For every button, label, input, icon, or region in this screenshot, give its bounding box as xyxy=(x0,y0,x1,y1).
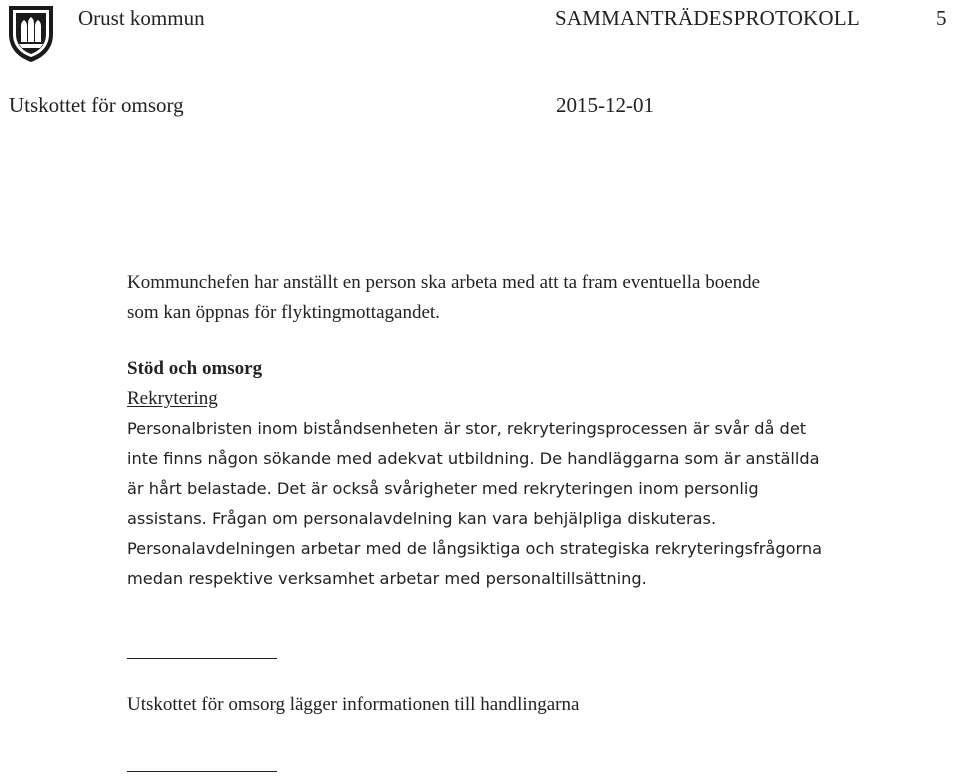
municipality-name: Orust kommun xyxy=(78,6,205,30)
protocol-content xyxy=(127,268,952,594)
body-paragraph xyxy=(127,414,952,594)
coat-of-arms-icon xyxy=(6,4,56,64)
intro-paragraph xyxy=(127,268,952,328)
body-line: inte finns någon sökande med adekvat utbildning. De handläggarna som är anställda xyxy=(127,449,820,468)
divider xyxy=(127,658,277,659)
body-line: assistans. Frågan om personalavdelning kan vara behjälpliga diskuteras. xyxy=(127,509,717,528)
divider xyxy=(127,771,277,772)
body-line: är hårt belastade. Det är också svårigheter med rekryteringen inom personlig xyxy=(127,479,759,498)
body-line: medan respektive verksamhet arbetar med personaltillsättning. xyxy=(127,569,647,588)
page-number: 5 xyxy=(936,6,947,30)
subheading: Rekrytering xyxy=(127,388,218,409)
section-title: Stöd och omsorg xyxy=(127,358,263,379)
body-line: Personalavdelningen arbetar med de långsiktiga och strategiska rekryteringsfrågorna xyxy=(127,539,823,558)
decision-text: Utskottet för omsorg lägger informationen till handlingarna xyxy=(127,694,580,715)
committee-name: Utskottet för omsorg xyxy=(9,93,184,117)
intro-line: som kan öppnas för flyktingmottagandet. xyxy=(127,302,440,323)
intro-line: Kommunchefen har anställt en person ska arbeta med att ta fram eventuella boende xyxy=(127,272,761,293)
body-line: Personalbristen inom biståndsenheten är stor, rekryteringsprocessen är svår då det xyxy=(127,419,807,438)
document-type: SAMMANTRÄDESPROTOKOLL xyxy=(555,6,860,30)
meeting-date: 2015-12-01 xyxy=(556,93,654,117)
